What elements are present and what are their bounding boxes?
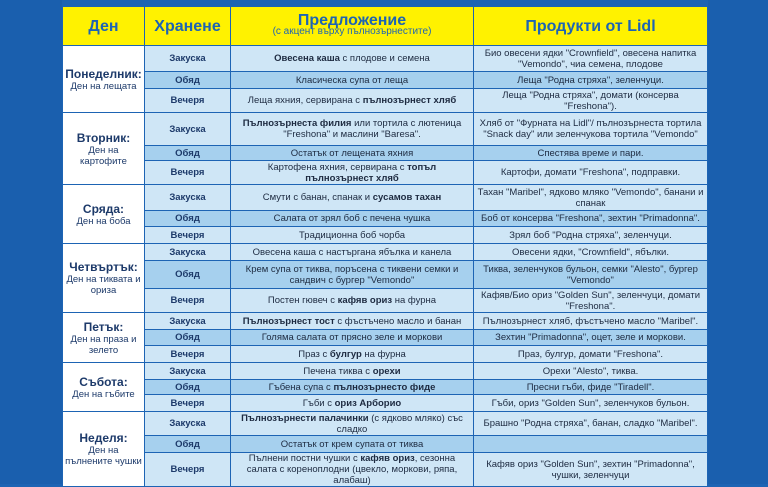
table-row (63, 330, 708, 346)
meal-cell: Обяд (145, 330, 231, 346)
proposal-cell (231, 46, 474, 72)
proposal-text-end: или тортила с лютеница "Freshona" и маслини "Baresa". (283, 118, 462, 140)
meal-plan-table (62, 6, 708, 487)
day-theme: Ден на картофите (80, 144, 127, 167)
day-theme: Ден на лещата (70, 80, 137, 92)
table-row (63, 211, 708, 227)
proposal-text-end: , сезонна салата с кореноплодни (цвекло, моркови, ряпа, алабаш) (246, 453, 458, 486)
table-row (63, 89, 708, 113)
proposal-text: Пълнени постни чушки с (248, 453, 361, 464)
proposal-highlight: Пълнозърнести палачинки (241, 412, 369, 424)
proposal-text-end: с плодове и семена (339, 53, 430, 64)
products-cell: Тиква, зеленчуков бульон, семки "Alesto", бургер "Vemondo" (474, 261, 708, 289)
day-theme: Ден на праза и зелето (70, 333, 137, 356)
proposal-text: Класическа супа от леща (295, 74, 409, 86)
products-cell: Картофи, домати "Freshona", подправки. (474, 161, 708, 185)
proposal-text: Традиционна боб чорба (299, 229, 405, 241)
table-row (63, 46, 708, 72)
products-cell: Тахан "Maribel", ядково мляко "Vemondo", банани и спанак (474, 185, 708, 211)
meal-cell: Обяд (145, 436, 231, 453)
meal-cell: Обяд (145, 211, 231, 227)
header-proposal-subtitle: (с акцент върху пълнозърнестите) (272, 25, 432, 37)
meal-cell: Обяд (145, 146, 231, 161)
proposal-text: Гъбена супа с (268, 381, 334, 393)
proposal-highlight: топъл пълнозърнест хляб (305, 161, 437, 184)
meal-cell: Закуска (145, 313, 231, 330)
table-row (63, 395, 708, 412)
meal-cell: Обяд (145, 72, 231, 89)
day-name: Петък: (83, 319, 124, 334)
day-cell (63, 46, 145, 113)
products-cell: Био овесени ядки "Crownfield", овесена напитка "Vemondo", чиа семена, плодове (474, 46, 708, 72)
day-cell (63, 412, 145, 487)
day-cell (63, 313, 145, 363)
products-cell: Спестява време и пари. (474, 146, 708, 161)
table-body (63, 46, 708, 487)
day-name: Сряда: (82, 201, 125, 216)
table-row (63, 261, 708, 289)
proposal-text: Салата от зрял боб с печена чушка (273, 213, 431, 224)
proposal-highlight: Пълнозърнест тост (242, 315, 335, 327)
table-row (63, 72, 708, 89)
table-row (63, 453, 708, 487)
proposal-text: Крем супа от тиква, поръсена с тиквени семки и сандвич с бургер "Vemondo" (245, 263, 459, 286)
day-theme: Ден на боба (76, 215, 131, 227)
header-proposal (231, 7, 474, 46)
products-cell: Кафяв/Био ориз "Golden Sun", зеленчуци, домати "Freshona". (474, 289, 708, 313)
proposal-text-end: с фъстъчено масло и банан (334, 315, 462, 327)
proposal-text: Овесена каша с настъргана ябълка и канела (252, 246, 452, 258)
day-theme: Ден на гъбите (72, 388, 135, 400)
proposal-cell (231, 313, 474, 330)
right-border (708, 0, 768, 484)
proposal-cell (231, 412, 474, 436)
proposal-highlight: Пълнозърнеста филия (242, 118, 352, 129)
header-proposal-title: Предложение (297, 11, 407, 29)
proposal-cell (231, 395, 474, 412)
proposal-text-end: на фурна (361, 348, 406, 360)
meal-cell: Вечеря (145, 289, 231, 313)
table-row (63, 185, 708, 211)
proposal-text: Постен гювеч с (267, 295, 338, 306)
meal-cell: Вечеря (145, 395, 231, 412)
products-cell: Зрял боб "Родна стряха", зеленчуци. (474, 227, 708, 244)
table-row (63, 289, 708, 313)
proposal-cell (231, 289, 474, 313)
day-cell (63, 185, 145, 244)
table-row (63, 363, 708, 380)
proposal-cell (231, 380, 474, 395)
proposal-cell (231, 72, 474, 89)
proposal-highlight: булгур (329, 348, 362, 360)
header-products: Продукти от Lidl (474, 7, 708, 46)
day-name: Неделя: (79, 431, 128, 445)
day-name: Събота: (79, 374, 128, 389)
day-cell (63, 113, 145, 185)
proposal-highlight: кафяв ориз (360, 453, 415, 464)
products-cell: Леща "Родна стряха", зеленчуци. (474, 72, 708, 89)
table-row (63, 436, 708, 453)
proposal-cell (231, 261, 474, 289)
left-border (0, 0, 62, 484)
meal-cell: Закуска (145, 244, 231, 261)
proposal-text: Остатък от лещената яхния (290, 147, 414, 159)
proposal-cell (231, 330, 474, 346)
products-cell: Зехтин "Primadonna", оцет, зеле и моркови. (474, 330, 708, 346)
proposal-highlight: пълнозърнест хляб (362, 95, 457, 106)
proposal-cell (231, 146, 474, 161)
proposal-cell (231, 363, 474, 380)
proposal-text: Гъби с (302, 397, 335, 409)
day-name: Понеделник: (65, 66, 142, 81)
meal-cell: Обяд (145, 261, 231, 289)
meal-cell: Обяд (145, 380, 231, 395)
header-meal: Хранене (145, 7, 231, 46)
table-row (63, 380, 708, 395)
meal-cell: Вечеря (145, 227, 231, 244)
proposal-cell (231, 161, 474, 185)
table-row (63, 113, 708, 146)
proposal-text: Смути с банан, спанак и (262, 192, 373, 203)
day-name: Вторник: (76, 130, 131, 145)
proposal-text: Остатък от крем супата от тиква (280, 438, 424, 450)
products-cell (474, 436, 708, 453)
meal-cell: Закуска (145, 46, 231, 72)
meal-cell: Закуска (145, 185, 231, 211)
table-row (63, 161, 708, 185)
proposal-highlight: ориз Арборио (334, 397, 402, 409)
products-cell: Брашно "Родна стряха", банан, сладко "Maribel". (474, 412, 708, 436)
proposal-highlight: пълнозърнесто фиде (333, 381, 436, 393)
proposal-cell (231, 453, 474, 487)
proposal-text-end: на фурна (392, 295, 437, 306)
header-day: Ден (63, 7, 145, 46)
meal-cell: Закуска (145, 363, 231, 380)
table-row (63, 227, 708, 244)
proposal-highlight: кафяв ориз (337, 295, 393, 306)
meal-cell: Вечеря (145, 161, 231, 185)
products-cell: Кафяв ориз "Golden Sun", зехтин "Primadonna", чушки, зеленчуци (474, 453, 708, 487)
products-cell: Леща "Родна стряха", домати (консерва "Freshona"). (474, 89, 708, 113)
products-cell: Гъби, ориз "Golden Sun", зеленчуков бульон. (474, 395, 708, 412)
day-cell (63, 244, 145, 313)
proposal-highlight: орехи (372, 365, 401, 377)
proposal-cell (231, 211, 474, 227)
proposal-cell (231, 113, 474, 146)
table-header (63, 7, 708, 46)
proposal-cell (231, 436, 474, 453)
products-cell: Хляб от "Фурната на Lidl"/ пълнозърнеста тортила "Snack day" или зеленчукова тортила "Vemondo" (474, 113, 708, 146)
products-cell: Пълнозърнест хляб, фъстъчено масло "Maribel". (474, 313, 708, 330)
day-theme: Ден на тиквата и ориза (66, 274, 141, 296)
proposal-text: Праз с (298, 348, 330, 360)
proposal-cell (231, 227, 474, 244)
proposal-text: Картофена яхния, сервирана с (267, 161, 408, 173)
proposal-text-end: (с ядково мляко) със сладко (336, 412, 463, 435)
meal-cell: Вечеря (145, 453, 231, 487)
meal-cell: Вечеря (145, 89, 231, 113)
proposal-cell (231, 346, 474, 363)
products-cell: Праз, булгур, домати "Freshona". (474, 346, 708, 363)
meal-cell: Вечеря (145, 346, 231, 363)
table-row (63, 244, 708, 261)
proposal-cell (231, 185, 474, 211)
proposal-highlight: Овесена каша (274, 53, 340, 64)
day-cell (63, 363, 145, 412)
proposal-text: Печена тиква с (303, 365, 373, 377)
proposal-cell (231, 89, 474, 113)
meal-cell: Закуска (145, 113, 231, 146)
proposal-highlight: сусамов тахан (372, 192, 442, 203)
products-cell: Овесени ядки, "Crownfield", ябълки. (474, 244, 708, 261)
products-cell: Боб от консерва "Freshona", зехтин "Primadonna". (474, 211, 708, 227)
table-row (63, 346, 708, 363)
table-row (63, 313, 708, 330)
proposal-cell (231, 244, 474, 261)
day-name: Четвъртък: (69, 260, 138, 274)
table-row (63, 412, 708, 436)
products-cell: Пресни гъби, фиде "Tiradell". (474, 380, 708, 395)
meal-cell: Закуска (145, 412, 231, 436)
proposal-text: Леща яхния, сервирана с (247, 95, 363, 106)
table-row (63, 146, 708, 161)
proposal-text: Голяма салата от прясно зеле и моркови (261, 332, 443, 343)
day-theme: Ден на пълнените чушки (65, 445, 142, 467)
products-cell: Орехи "Alesto", тиква. (474, 363, 708, 380)
